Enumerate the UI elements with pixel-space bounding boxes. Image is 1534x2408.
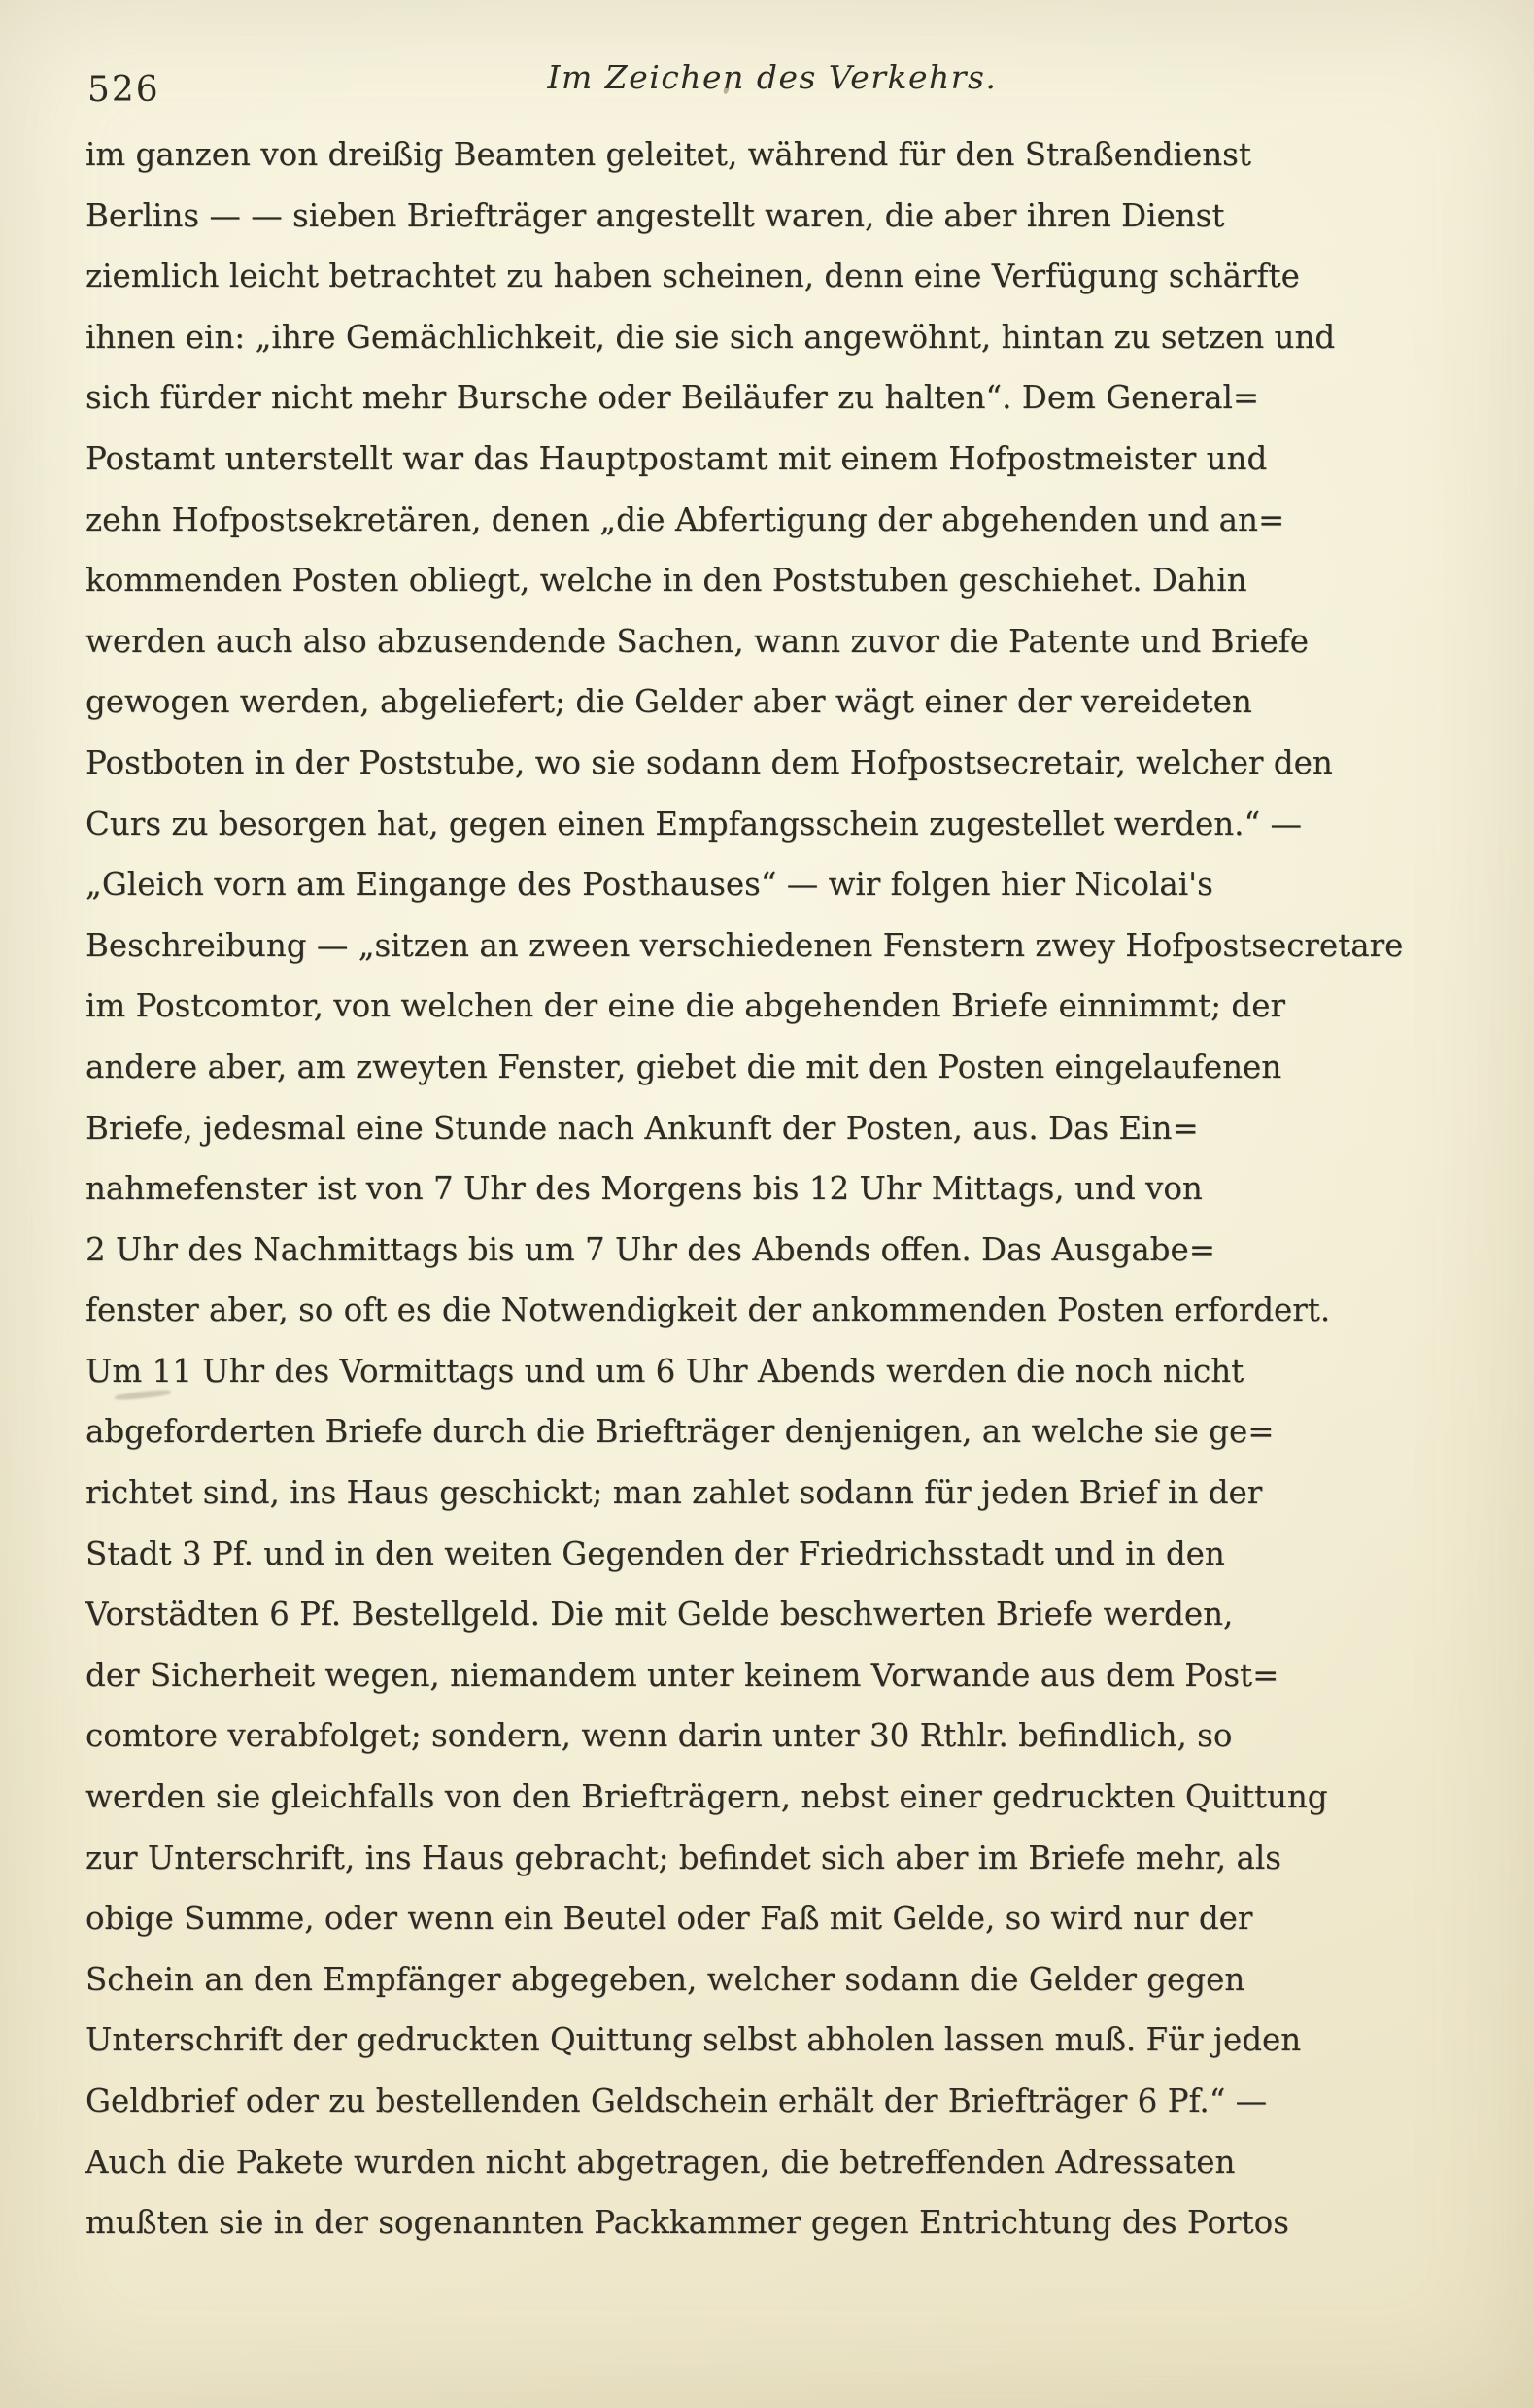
text-line: Curs zu besorgen hat, gegen einen Empfangsschein zugestellet werden.“ — bbox=[85, 805, 1302, 843]
text-line: im ganzen von dreißig Beamten geleitet, während für den Straßendienst bbox=[85, 136, 1251, 173]
text-line: im Postcomtor, von welchen der eine die abgehenden Briefe einnimmt; der bbox=[85, 987, 1285, 1025]
text-line: comtore verabfolget; sondern, wenn darin unter 30 Rthlr. befindlich, so bbox=[85, 1717, 1233, 1755]
text-line: Auch die Pakete wurden nicht abgetragen, die betreffenden Adressaten bbox=[85, 2143, 1236, 2181]
text-line: Postamt unterstellt war das Hauptpostamt mit einem Hofpostmeister und bbox=[85, 439, 1268, 477]
text-line: mußten sie in der sogenannten Packkammer gegen Entrichtung des Portos bbox=[85, 2204, 1289, 2242]
text-line: Postboten in der Poststube, wo sie sodann dem Hofpostsecretair, welcher den bbox=[85, 743, 1333, 781]
text-line: ziemlich leicht betrachtet zu haben scheinen, denn eine Verfügung schärfte bbox=[85, 258, 1300, 295]
text-line: gewogen werden, abgeliefert; die Gelder aber wägt einer der vereideten bbox=[85, 683, 1252, 721]
text-line: werden auch also abzusendende Sachen, wann zuvor die Patente und Briefe bbox=[85, 622, 1309, 660]
text-line: sich fürder nicht mehr Bursche oder Beiläufer zu halten“. Dem General= bbox=[85, 379, 1260, 417]
running-head: Im Zeichen des Verkehrs. bbox=[547, 58, 998, 96]
text-line: Stadt 3 Pf. und in den weiten Gegenden der Friedrichsstadt und in den bbox=[85, 1534, 1225, 1572]
text-line: richtet sind, ins Haus geschickt; man zahlet sodann für jeden Brief in der bbox=[85, 1474, 1263, 1512]
text-line: Unterschrift der gedruckten Quittung selbst abholen lassen muß. Für jeden bbox=[85, 2021, 1302, 2059]
text-line: zur Unterschrift, ins Haus gebracht; befindet sich aber im Briefe mehr, als bbox=[85, 1839, 1281, 1876]
page-number: 526 bbox=[87, 70, 160, 110]
text-line: nahmefenster ist von 7 Uhr des Morgens bis 12 Uhr Mittags, und von bbox=[85, 1170, 1203, 1208]
text-line: ihnen ein: „ihre Gemächlichkeit, die sie sich angewöhnt, hintan zu setzen und bbox=[85, 318, 1336, 356]
text-line: Geldbrief oder zu bestellenden Geldschein erhält der Briefträger 6 Pf.“ — bbox=[85, 2082, 1268, 2119]
text-line: der Sicherheit wegen, niemandem unter keinem Vorwande aus dem Post= bbox=[85, 1656, 1279, 1694]
text-line: Briefe, jedesmal eine Stunde nach Ankunft der Posten, aus. Das Ein= bbox=[85, 1109, 1199, 1147]
text-line: Berlins — — sieben Briefträger angestellt waren, die aber ihren Dienst bbox=[85, 196, 1225, 234]
text-line: obige Summe, oder wenn ein Beutel oder Faß mit Gelde, so wird nur der bbox=[85, 1900, 1253, 1938]
text-line: Beschreibung — „sitzen an zween verschiedenen Fenstern zwey Hofpostsecretare bbox=[85, 926, 1404, 964]
text-line: kommenden Posten obliegt, welche in den Poststuben geschiehet. Dahin bbox=[85, 562, 1247, 600]
body-text bbox=[85, 124, 1459, 2253]
text-line: Vorstädten 6 Pf. Bestellgeld. Die mit Gelde beschwerten Briefe werden, bbox=[85, 1596, 1234, 1634]
text-line: werden sie gleichfalls von den Briefträgern, nebst einer gedruckten Quittung bbox=[85, 1778, 1328, 1816]
text-line: 2 Uhr des Nachmittags bis um 7 Uhr des Abends offen. Das Ausgabe= bbox=[85, 1230, 1215, 1268]
text-line: „Gleich vorn am Eingange des Posthauses“ — wir folgen hier Nicolai's bbox=[85, 866, 1213, 904]
text-line: Schein an den Empfänger abgegeben, welcher sodann die Gelder gegen bbox=[85, 1960, 1245, 1998]
text-line: abgeforderten Briefe durch die Briefträger denjenigen, an welche sie ge= bbox=[85, 1413, 1275, 1451]
text-line: andere aber, am zweyten Fenster, giebet die mit den Posten eingelaufenen bbox=[85, 1048, 1282, 1085]
text-line: Um 11 Uhr des Vormittags und um 6 Uhr Abends werden die noch nicht bbox=[85, 1352, 1244, 1390]
text-line: zehn Hofpostsekretären, denen „die Abfertigung der abgehenden und an= bbox=[85, 500, 1285, 538]
page-header bbox=[85, 56, 1459, 115]
text-line: fenster aber, so oft es die Notwendigkeit der ankommenden Posten erfordert. bbox=[85, 1291, 1331, 1329]
